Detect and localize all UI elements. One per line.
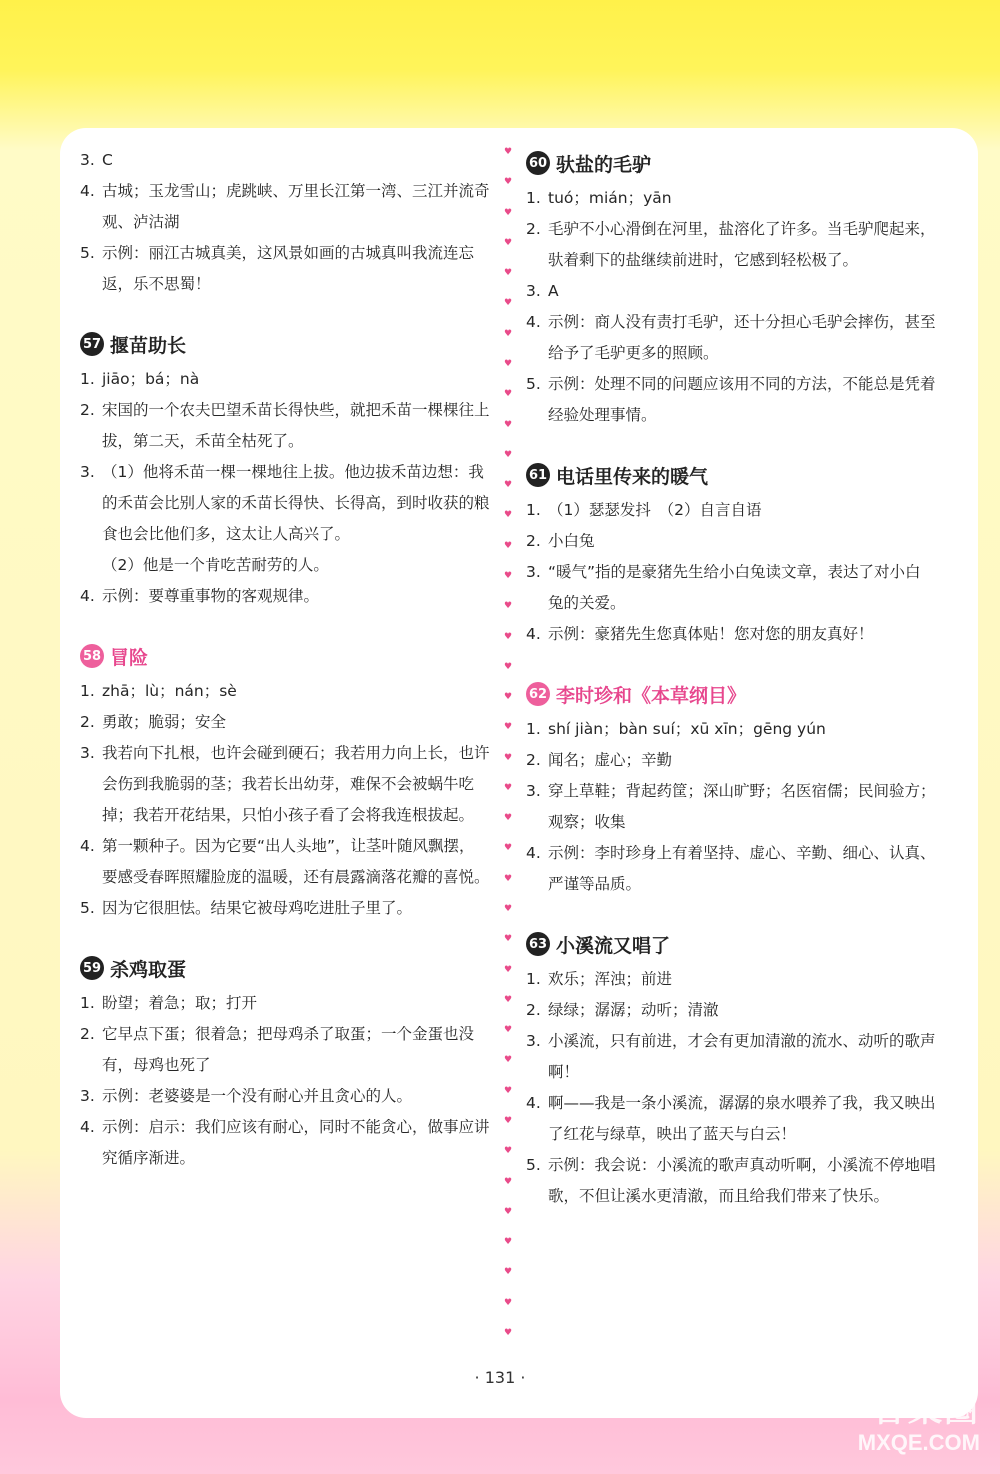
heart-icon: ♥ [503,964,513,975]
answer-item [80,238,490,300]
section-title: 揠苗助长 [110,334,187,357]
answer-number: 3. [526,282,541,300]
answer-text: shí jiàn；bàn suí；xū xīn；gēng yún [548,720,826,738]
answer-text: 示例：启示：我们应该有耐心，同时不能贪心，做事应讲究循序渐进。 [102,1118,490,1167]
answer-text: 欢乐；浑浊；前进 [548,970,673,988]
answer-text: A [548,282,559,300]
answer-item [526,369,936,431]
heart-icon: ♥ [503,358,513,369]
answer-number: 3. [80,1087,95,1105]
heart-icon: ♥ [503,480,513,491]
heart-icon: ♥ [503,722,513,733]
answer-continuation [80,145,490,300]
answer-item [80,831,490,893]
answer-text: 示例：李时珍身上有着坚持、虚心、辛勤、细心、认真、严谨等品质。 [548,844,936,893]
answer-text: 盼望；着急；取；打开 [102,994,258,1012]
answer-text: 它早点下蛋；很着急；把母鸡杀了取蛋；一个金蛋也没有，母鸡也死了 [102,1025,475,1074]
right-column [526,145,936,1238]
answer-section-58 [80,638,490,924]
answer-number: 4. [526,844,541,862]
answer-item [526,714,936,745]
heart-icon: ♥ [503,570,513,581]
answer-item [526,1026,936,1088]
answer-text: 勇敢；脆弱；安全 [102,713,227,731]
answer-item [80,395,490,457]
answer-item [526,995,936,1026]
section-number-badge: 62 [526,682,550,706]
heart-icon: ♥ [503,873,513,884]
section-number-badge: 57 [80,332,104,356]
answer-number: 3. [526,563,541,581]
heart-divider [500,148,516,1338]
answer-number: 1. [80,682,95,700]
answer-text: （1）瑟瑟发抖 （2）自言自语 [548,501,762,519]
heart-icon: ♥ [503,1055,513,1066]
heart-icon: ♥ [503,1327,513,1338]
answer-text: 因为它很胆怯。结果它被母鸡吃进肚子里了。 [102,899,413,917]
answer-number: 1. [526,189,541,207]
answer-item [80,676,490,707]
answer-number: 2. [526,220,541,238]
answer-text: 第一颗种子。因为它要“出人头地”，让茎叶随风飘摆，要感受春晖照耀脸庞的温暖，还有晨露滴落花瓣的喜悦。 [102,837,490,886]
heart-icon: ♥ [503,237,513,248]
heart-icon: ♥ [503,782,513,793]
answer-text: 示例：老婆婆是一个没有耐心并且贪心的人。 [102,1087,413,1105]
section-title: 驮盐的毛驴 [556,153,652,176]
answer-item [80,1081,490,1112]
answer-text: 毛驴不小心滑倒在河里，盐溶化了许多。当毛驴爬起来，驮着剩下的盐继续前进时，它感到轻松极了。 [548,220,936,269]
answer-number: 5. [526,375,541,393]
answer-number: 1. [526,970,541,988]
section-title: 李时珍和《本草纲目》 [556,684,747,707]
heart-icon: ♥ [503,692,513,703]
heart-icon: ♥ [503,328,513,339]
answer-number: 2. [526,751,541,769]
heart-icon: ♥ [503,207,513,218]
answer-item [526,557,936,619]
answer-number: 3. [526,782,541,800]
section-heading [80,638,490,674]
section-heading [80,950,490,986]
heart-icon: ♥ [503,389,513,400]
heart-icon: ♥ [503,449,513,460]
watermark-logo-text: 答案圈 [872,1391,980,1429]
answer-number: 2. [80,713,95,731]
heart-icon: ♥ [503,813,513,824]
answer-item [80,550,490,581]
answer-text: C [102,151,113,169]
answer-text: 示例：处理不同的问题应该用不同的方法，不能总是凭着经验处理事情。 [548,375,936,424]
answer-number: 5. [80,899,95,917]
answer-item [80,1112,490,1174]
answer-number: 5. [80,244,95,262]
answer-number: 3. [80,463,95,481]
answer-number: 4. [80,587,95,605]
answer-item [526,964,936,995]
section-number-badge: 63 [526,932,550,956]
heart-icon: ♥ [503,1025,513,1036]
heart-icon: ♥ [503,268,513,279]
answer-number: 3. [526,1032,541,1050]
answer-number: 1. [80,994,95,1012]
answer-number: 4. [526,313,541,331]
heart-icon: ♥ [503,1116,513,1126]
answer-item [80,145,490,176]
answer-number: 4. [526,1094,541,1112]
answer-number: 2. [526,1001,541,1019]
answer-number: 3. [80,151,95,169]
heart-icon: ♥ [503,843,513,854]
answer-number: 4. [526,625,541,643]
section-number-badge: 61 [526,463,550,487]
watermark-url: MXQE.COM [857,1430,980,1455]
heart-icon: ♥ [503,934,513,945]
answer-item [80,457,490,550]
answer-item [526,619,936,650]
heart-icon: ♥ [503,1297,513,1308]
answer-text: 小溪流，只有前进，才会有更加清澈的流水、动听的歌声啊！ [548,1032,936,1081]
heart-icon: ♥ [503,419,513,430]
answer-text: 绿绿；潺潺；动听；清澈 [548,1001,719,1019]
heart-icon: ♥ [503,661,513,672]
answer-text: 古城；玉龙雪山；虎跳峡、万里长江第一湾、三江并流奇观、泸沽湖 [102,182,490,231]
answer-item [80,738,490,831]
answer-number: 4. [80,1118,95,1136]
heart-icon: ♥ [503,1146,513,1157]
answer-text: 示例：要尊重事物的客观规律。 [102,587,320,605]
answer-text: 示例：我会说：小溪流的歌声真动听啊，小溪流不停地唱歌，不但让溪水更清澈，而且给我们带来了快乐。 [548,1156,936,1205]
answer-item [80,581,490,612]
answer-text: 小白兔 [548,532,595,550]
answer-item [80,893,490,924]
answer-text: “暖气”指的是豪猪先生给小白兔读文章，表达了对小白兔的关爱。 [548,563,921,612]
answer-number: 4. [80,837,95,855]
heart-icon: ♥ [503,752,513,763]
answer-text: 啊——我是一条小溪流，潺潺的泉水喂养了我，我又映出了红花与绿草，映出了蓝天与白云！ [548,1094,936,1143]
section-number-badge: 59 [80,956,104,980]
heart-icon: ♥ [503,1206,513,1217]
answer-number: 1. [526,501,541,519]
answer-number: 1. [526,720,541,738]
answer-section-63 [526,926,936,1212]
section-heading [526,145,936,181]
heart-icon: ♥ [503,601,513,612]
answer-text: 示例：商人没有责打毛驴，还十分担心毛驴会摔伤，甚至给予了毛驴更多的照顾。 [548,313,936,362]
answer-number: 1. [80,370,95,388]
answer-number: 2. [80,401,95,419]
answer-item [526,776,936,838]
answer-item [80,707,490,738]
heart-icon: ♥ [503,994,513,1005]
answer-item [80,1019,490,1081]
section-title: 小溪流又唱了 [556,934,671,957]
answer-text: 穿上草鞋；背起药筐；深山旷野；名医宿儒；民间验方；观察；收集 [548,782,936,831]
section-number-badge: 58 [80,644,104,668]
section-heading [526,457,936,493]
section-heading [80,326,490,362]
answer-item [526,214,936,276]
heart-icon: ♥ [503,540,513,551]
answer-number [80,550,102,581]
answer-item [526,745,936,776]
site-watermark [820,1390,980,1456]
answer-number: 4. [80,182,95,200]
answer-item [80,364,490,395]
heart-icon: ♥ [503,298,513,309]
section-title: 冒险 [110,646,149,669]
answer-number: 2. [80,1025,95,1043]
heart-icon: ♥ [503,1176,513,1187]
heart-icon: ♥ [503,510,513,521]
answer-text: （2）他是一个肯吃苦耐劳的人。 [102,556,329,574]
answer-section-57 [80,326,490,612]
answer-item [526,838,936,900]
answer-text: 示例：豪猪先生您真体贴！您对您的朋友真好！ [548,625,874,643]
answer-item [526,276,936,307]
answer-item [80,176,490,238]
section-heading [526,676,936,712]
answer-number: 2. [526,532,541,550]
heart-icon: ♥ [503,177,513,188]
answer-text: jiāo；bá；nà [102,370,200,388]
section-heading [526,926,936,962]
answer-text: 闻名；虚心；辛勤 [548,751,673,769]
answer-item [526,1088,936,1150]
answer-text: 示例：丽江古城真美，这风景如画的古城真叫我流连忘返，乐不思蜀！ [102,244,475,293]
answer-section-60 [526,145,936,431]
answer-text: tuó；mián；yān [548,189,672,207]
answer-section-59 [80,950,490,1174]
section-number-badge: 60 [526,151,550,175]
answer-number: 5. [526,1156,541,1174]
answer-item [526,1150,936,1212]
answer-text: 宋国的一个农夫巴望禾苗长得快些，就把禾苗一棵棵往上拔，第二天，禾苗全枯死了。 [102,401,490,450]
answer-item [80,988,490,1019]
answer-section-62 [526,676,936,900]
heart-icon: ♥ [503,1085,513,1096]
answer-item [526,526,936,557]
answer-text: zhā；lù；nán；sè [102,682,237,700]
answer-item [526,307,936,369]
answer-text: （1）他将禾苗一棵一棵地往上拔。他边拔禾苗边想：我的禾苗会比别人家的禾苗长得快、长得高，到时收获的粮食也会比他们多，这太让人高兴了。 [102,463,490,543]
page-number: · 131 · [474,1368,526,1387]
answer-item [526,183,936,214]
section-title: 电话里传来的暖气 [556,465,709,488]
section-title: 杀鸡取蛋 [110,958,187,981]
heart-icon: ♥ [503,1237,513,1248]
left-column [80,145,490,1200]
heart-icon: ♥ [503,1267,513,1278]
answer-item [526,495,936,526]
answer-text: 我若向下扎根，也许会碰到硬石；我若用力向上长，也许会伤到我脆弱的茎；我若长出幼芽，难保不会被蜗牛吃掉；我若开花结果，只怕小孩子看了会将我连根拔起。 [102,744,490,824]
heart-icon: ♥ [503,631,513,642]
answer-number: 3. [80,744,95,762]
heart-icon: ♥ [503,904,513,915]
answer-section-61 [526,457,936,650]
heart-icon: ♥ [503,147,513,157]
